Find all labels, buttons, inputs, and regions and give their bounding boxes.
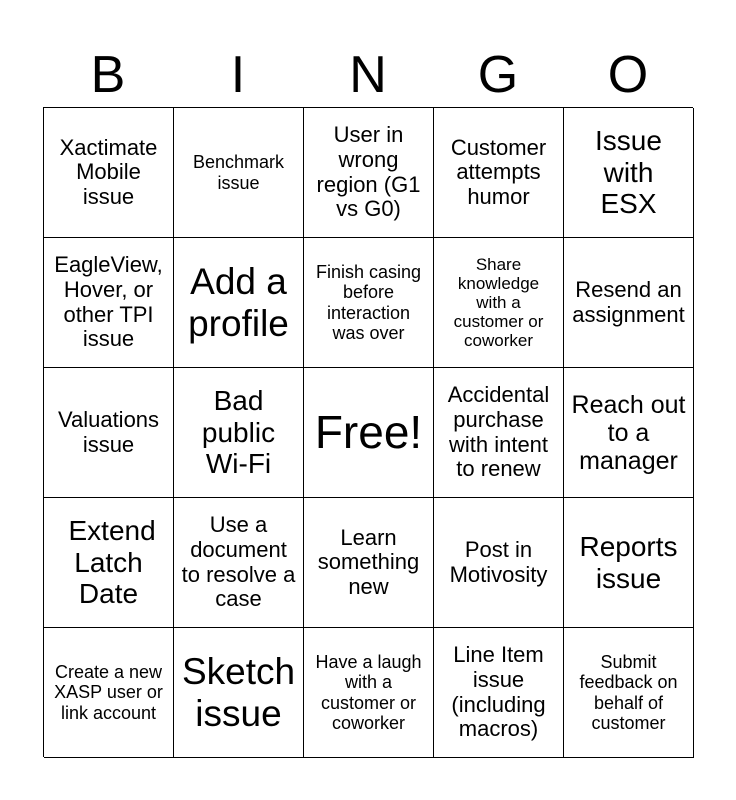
bingo-cell-r5c1[interactable]: [44, 628, 174, 758]
cell-label: User in wrong region (G1 vs G0): [316, 122, 421, 222]
cell-label: Line Item issue (including macros): [451, 642, 546, 742]
bingo-cell-r5c4[interactable]: [434, 628, 564, 758]
bingo-cell-r3c2[interactable]: [174, 368, 304, 498]
cell-label: Share knowledge with a customer or coworker: [453, 254, 544, 351]
bingo-cell-r3c3[interactable]: [304, 368, 434, 498]
cell-label: Have a laugh with a customer or coworker: [315, 652, 422, 733]
cell-label: Bad public Wi-Fi: [201, 385, 276, 480]
cell-label: Create a new XASP user or link account: [54, 662, 163, 723]
cell-label: Free!: [314, 405, 423, 458]
bingo-cell-r5c5[interactable]: [564, 628, 694, 758]
header-letter-o: O: [607, 46, 649, 104]
bingo-cell-r4c1[interactable]: [44, 498, 174, 628]
bingo-cell-r2c1[interactable]: [44, 238, 174, 368]
header-letter-b: B: [90, 46, 126, 104]
cell-label: Accidental purchase with intent to renew: [447, 382, 550, 482]
bingo-cell-r3c4[interactable]: [434, 368, 564, 498]
header-letter-n: N: [349, 46, 387, 104]
cell-label: Xactimate Mobile issue: [59, 134, 158, 209]
bingo-cell-r1c1[interactable]: [44, 108, 174, 238]
cell-label: Issue with ESX: [595, 125, 662, 220]
cell-label: Learn something new: [317, 524, 420, 599]
header-letter-i: I: [230, 46, 246, 104]
bingo-cell-r2c5[interactable]: [564, 238, 694, 368]
bingo-cell-r2c2[interactable]: [174, 238, 304, 368]
cell-label: Extend Latch Date: [68, 515, 156, 610]
bingo-cell-r1c4[interactable]: [434, 108, 564, 238]
cell-label: Sketch issue: [181, 651, 296, 734]
cell-label: Resend an assignment: [572, 276, 685, 327]
bingo-cell-r1c2[interactable]: [174, 108, 304, 238]
cell-label: Reach out to a manager: [571, 390, 686, 475]
header-letter-g: G: [477, 46, 519, 104]
cell-label: Submit feedback on behalf of customer: [579, 652, 678, 733]
bingo-cell-r2c4[interactable]: [434, 238, 564, 368]
bingo-cell-r3c5[interactable]: [564, 368, 694, 498]
bingo-cell-r1c3[interactable]: [304, 108, 434, 238]
cell-label: Valuations issue: [57, 406, 160, 457]
bingo-cell-r5c2[interactable]: [174, 628, 304, 758]
bingo-cell-r5c3[interactable]: [304, 628, 434, 758]
cell-label: Finish casing before interaction was over: [315, 262, 422, 343]
cell-label: Reports issue: [579, 531, 678, 594]
bingo-cell-r2c3[interactable]: [304, 238, 434, 368]
bingo-cell-r4c3[interactable]: [304, 498, 434, 628]
cell-label: Add a profile: [188, 261, 289, 344]
cell-label: Use a document to resolve a case: [181, 512, 296, 612]
bingo-cell-r4c4[interactable]: [434, 498, 564, 628]
cell-label: Post in Motivosity: [449, 536, 548, 587]
bingo-cell-r4c2[interactable]: [174, 498, 304, 628]
bingo-cell-r4c5[interactable]: [564, 498, 694, 628]
bingo-board: [43, 107, 693, 757]
cell-label: Customer attempts humor: [450, 134, 547, 209]
cell-label: Benchmark issue: [192, 152, 285, 193]
bingo-cell-r3c1[interactable]: [44, 368, 174, 498]
bingo-cell-r1c5[interactable]: [564, 108, 694, 238]
cell-label: EagleView, Hover, or other TPI issue: [54, 252, 163, 352]
bingo-header: [43, 42, 693, 108]
